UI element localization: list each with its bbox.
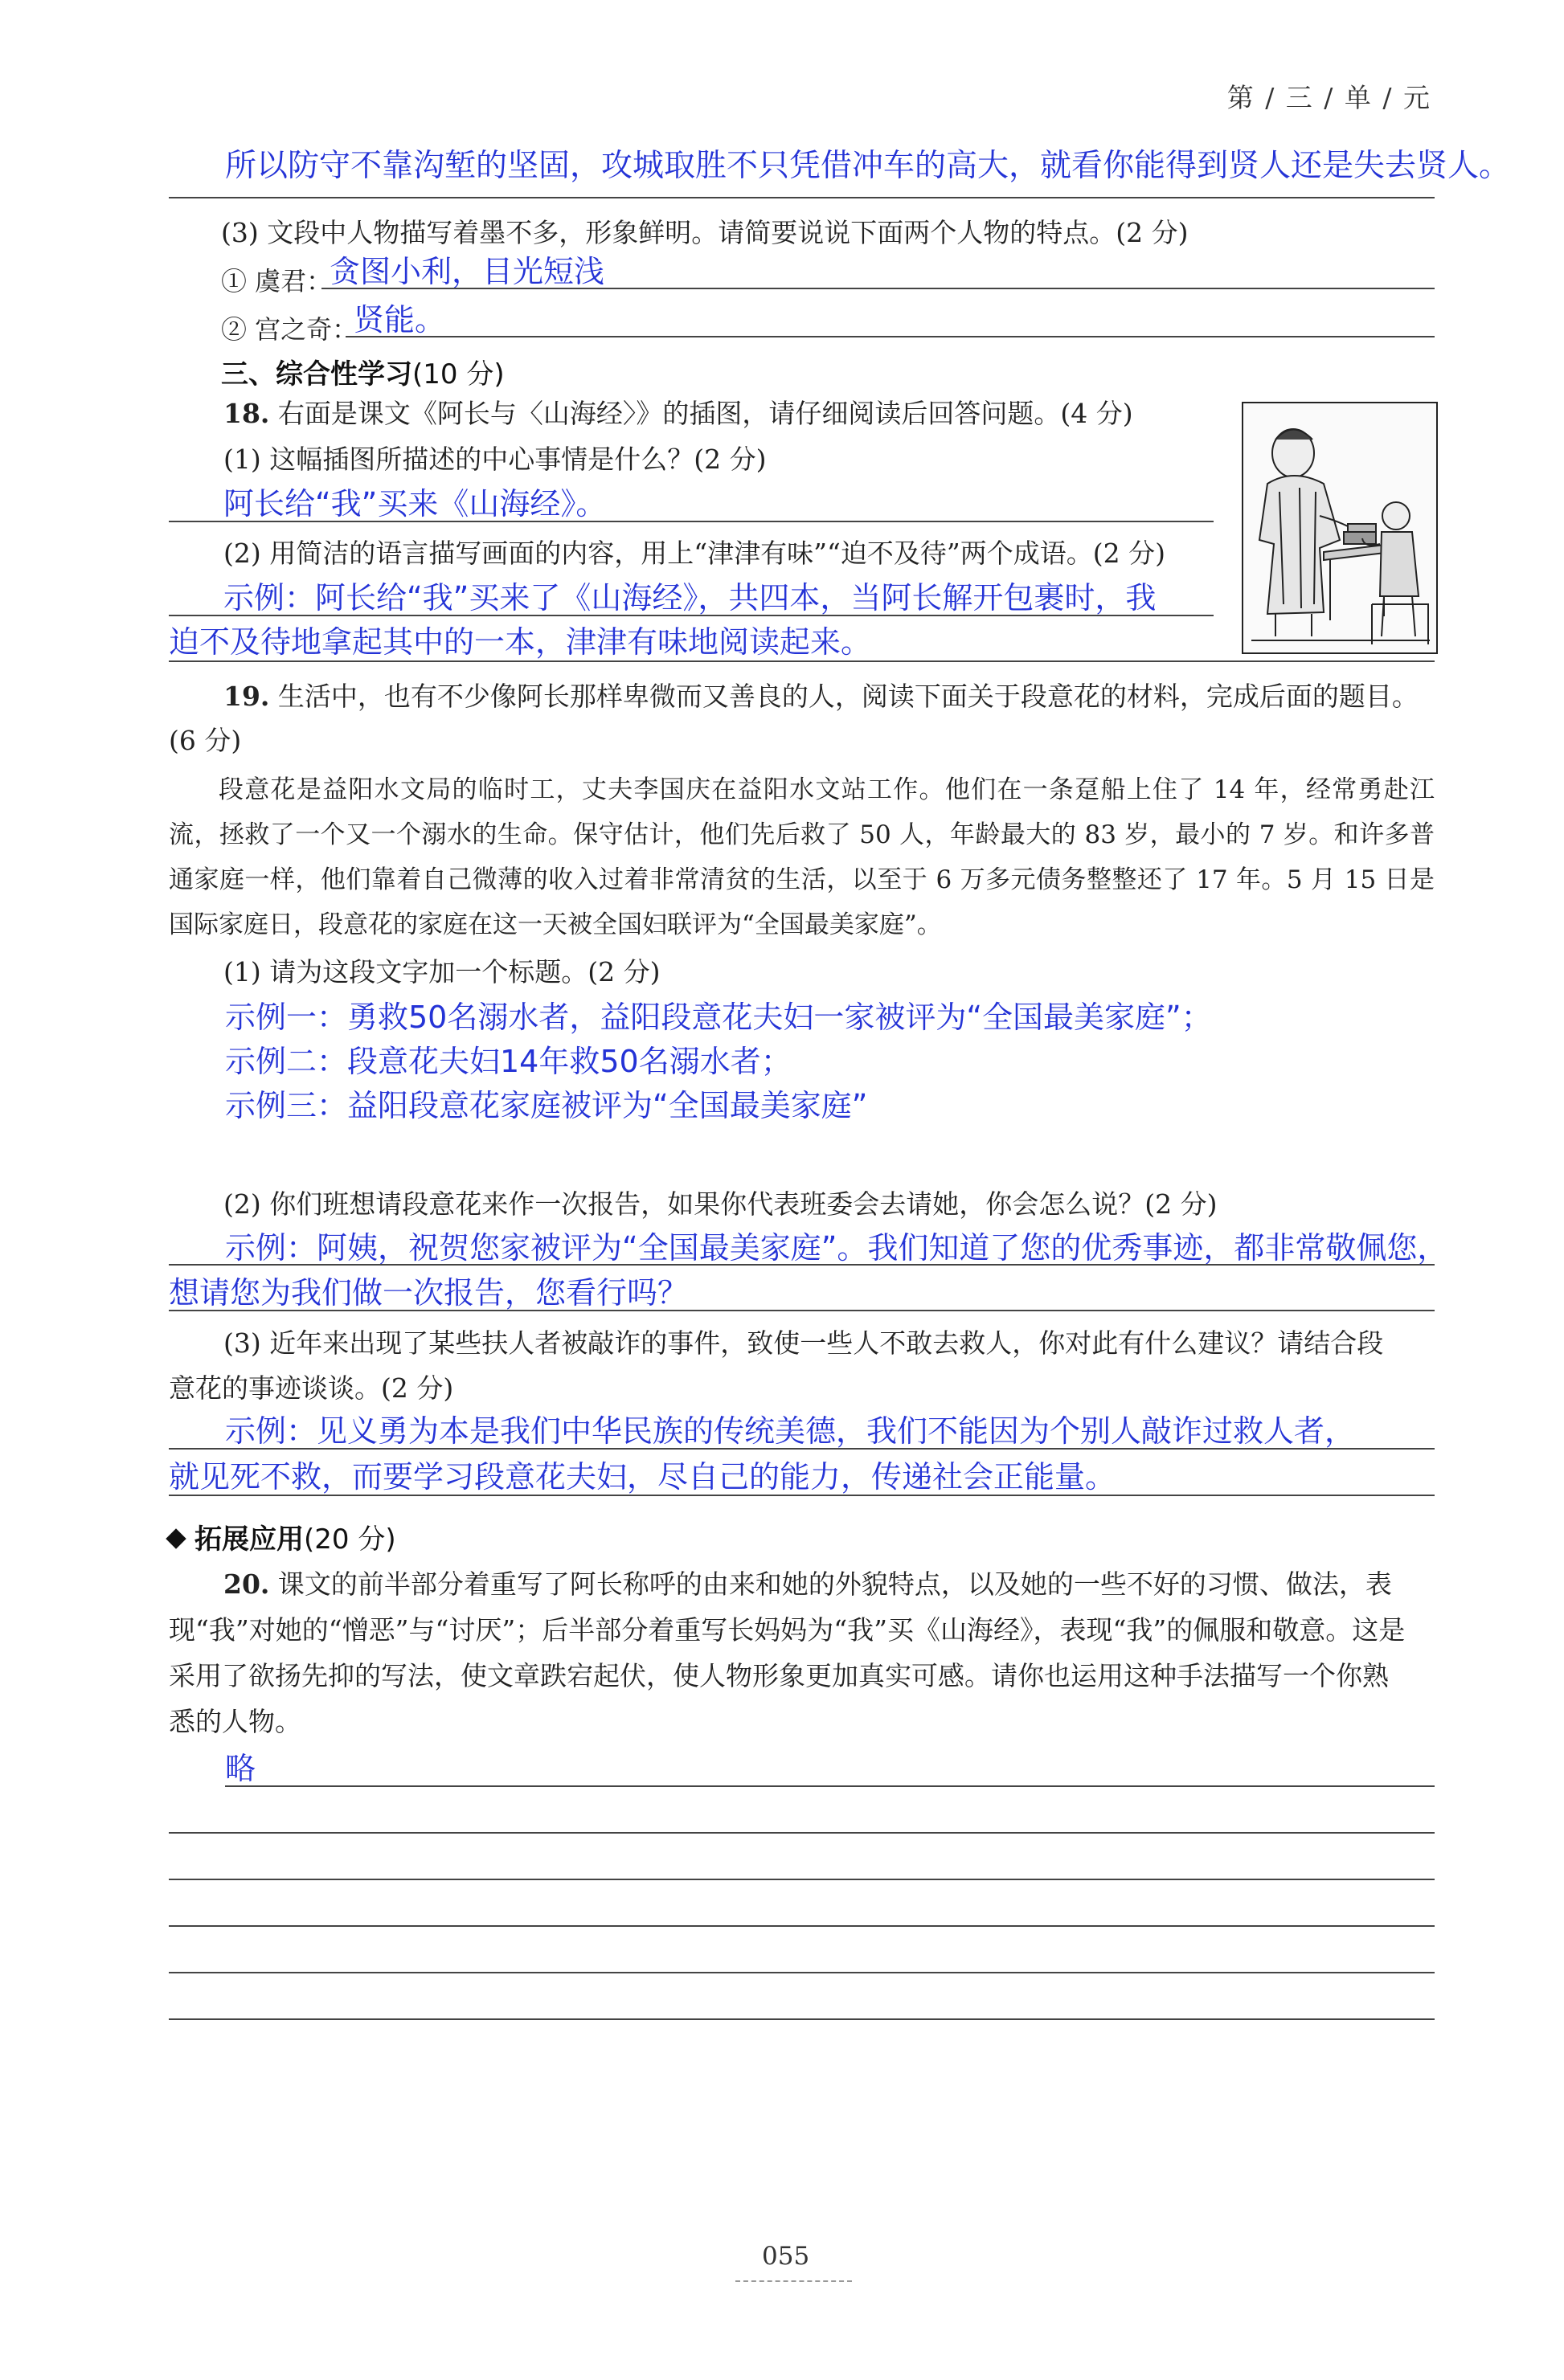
textbook-illustration bbox=[1242, 402, 1438, 654]
answer-line bbox=[225, 1785, 1435, 1787]
q17-person2-label: ② 宫之奇： bbox=[221, 314, 358, 345]
q20-answer: 略 bbox=[225, 1751, 256, 1786]
q19-part2-answer-line2: 想请您为我们做一次报告，您看行吗？ bbox=[169, 1275, 689, 1311]
q17-person2-answer: 贤能。 bbox=[354, 302, 446, 337]
answer-line bbox=[169, 521, 1214, 522]
q17-translation-answer: 所以防守不靠沟堑的坚固，攻城取胜不只凭借冲车的高大，就看你能得到贤人还是失去贤人。 bbox=[225, 148, 1511, 184]
answer-line bbox=[169, 660, 1435, 662]
q18-part2-prompt: (2) 用简洁的语言描写画面的内容，用上“津津有味”“迫不及待”两个成语。(2 分) bbox=[223, 538, 1165, 569]
extension-section-title: 拓展应用(20 分) bbox=[169, 1517, 396, 1556]
answer-line bbox=[346, 336, 1435, 337]
q18-part1-answer: 阿长给“我”买来《山海经》。 bbox=[223, 486, 607, 521]
q19-part1-example1: 示例一：勇救50名溺水者，益阳段意花夫妇一家被评为“全国最美家庭”； bbox=[225, 1000, 1212, 1035]
q19-prompt-line2: (6 分) bbox=[169, 725, 242, 756]
q18-part1-prompt: (1) 这幅插图所描述的中心事情是什么？(2 分) bbox=[223, 444, 767, 475]
q20-prompt-line4: 悉的人物。 bbox=[169, 1706, 301, 1737]
q17-person1-answer: 贪图小利，目光短浅 bbox=[330, 254, 605, 289]
q18-part2-answer-line2: 迫不及待地拿起其中的一本，津津有味地阅读起来。 bbox=[169, 624, 872, 660]
q19-part2-prompt: (2) 你们班想请段意花来作一次报告，如果你代表班委会去请她，你会怎么说？(2 分) bbox=[223, 1188, 1218, 1220]
answer-line bbox=[169, 1879, 1435, 1880]
q19-prompt-line1: 19. 生活中，也有不少像阿长那样卑微而又善良的人，阅读下面关于段意花的材料，完成后面的题目。 bbox=[223, 681, 1419, 712]
answer-line bbox=[169, 1448, 1435, 1450]
answer-line bbox=[169, 1925, 1435, 1927]
q20-prompt-line2: 现“我”对她的“憎恶”与“讨厌”；后半部分着重写长妈妈为“我”买《山海经》，表现“我”的佩服和敬意。这是 bbox=[169, 1614, 1406, 1646]
answer-line bbox=[169, 1310, 1435, 1311]
q17-part3-prompt: (3) 文段中人物描写着墨不多，形象鲜明。请简要说说下面两个人物的特点。(2 分) bbox=[221, 217, 1189, 248]
q18-part2-answer-line1: 示例：阿长给“我”买来了《山海经》，共四本，当阿长解开包裹时，我 bbox=[223, 580, 1157, 615]
q19-part1-prompt: (1) 请为这段文字加一个标题。(2 分) bbox=[223, 956, 661, 988]
answer-line bbox=[169, 197, 1435, 198]
answer-line bbox=[169, 615, 1214, 616]
q17-person1-label: ① 虞君： bbox=[221, 266, 333, 296]
q19-part3-answer-line1: 示例：见义勇为本是我们中华民族的传统美德，我们不能因为个别人敲诈过救人者， bbox=[225, 1413, 1356, 1449]
q19-part2-answer-line1: 示例：阿姨，祝贺您家被评为“全国最美家庭”。我们知道了您的优秀事迹，都非常敬佩您， bbox=[225, 1230, 1448, 1266]
q19-part3-prompt-line2: 意花的事迹谈谈。(2 分) bbox=[169, 1372, 454, 1404]
q18-prompt: 18. 右面是课文《阿长与〈山海经〉》的插图，请仔细阅读后回答问题。(4 分) bbox=[223, 398, 1133, 429]
q19-passage: 段意花是益阳水文局的临时工，丈夫李国庆在益阳水文站工作。他们在一条趸船上住了 14 年，经常勇赴江流，拯救了一个又一个溺水的生命。保守估计，他们先后救了 50 人，年龄最大的 83 岁，最小的 7 岁。和许多普通家庭一样，他们靠着自己微薄的收入过着非常清贫的生活，以至于 6 万多元债务整整还了 17 年。5 月 15 日是国际家庭日，段意花的家庭在这一天被全国妇联评为“全国最美家庭”。 bbox=[169, 775, 1435, 939]
answer-line bbox=[169, 1832, 1435, 1834]
page-number-underline bbox=[735, 2280, 852, 2282]
page-number: 055 bbox=[762, 2242, 810, 2271]
answer-line bbox=[169, 1972, 1435, 1973]
q20-prompt-line1: 20. 课文的前半部分着重写了阿长称呼的由来和她的外貌特点，以及她的一些不好的习惯、做法，表 bbox=[223, 1568, 1392, 1600]
section-title-3: 三、综合性学习(10 分) bbox=[221, 358, 505, 391]
illustration-drawing bbox=[1243, 403, 1436, 652]
q20-prompt-line3: 采用了欲扬先抑的写法，使文章跌宕起伏，使人物形象更加真实可感。请你也运用这种手法描写一个你熟 bbox=[169, 1660, 1389, 1691]
diamond-bullet-icon bbox=[166, 1528, 186, 1548]
answer-line bbox=[169, 1495, 1435, 1496]
answer-line bbox=[169, 2018, 1435, 2020]
answer-line bbox=[169, 1264, 1435, 1266]
q19-part3-answer-line2: 就见死不救，而要学习段意花夫妇，尽自己的能力，传递社会正能量。 bbox=[169, 1459, 1116, 1495]
unit-header: 第 / 三 / 单 / 元 bbox=[1226, 82, 1431, 113]
q19-part1-example3: 示例三：益阳段意花家庭被评为“全国最美家庭” bbox=[225, 1088, 868, 1123]
q19-part3-prompt-line1: (3) 近年来出现了某些扶人者被敲诈的事件，致使一些人不敢去救人，你对此有什么建议？请结合段 bbox=[223, 1327, 1384, 1359]
answer-line bbox=[321, 288, 1435, 289]
q19-part1-example2: 示例二：段意花夫妇14年救50名溺水者； bbox=[225, 1044, 792, 1079]
